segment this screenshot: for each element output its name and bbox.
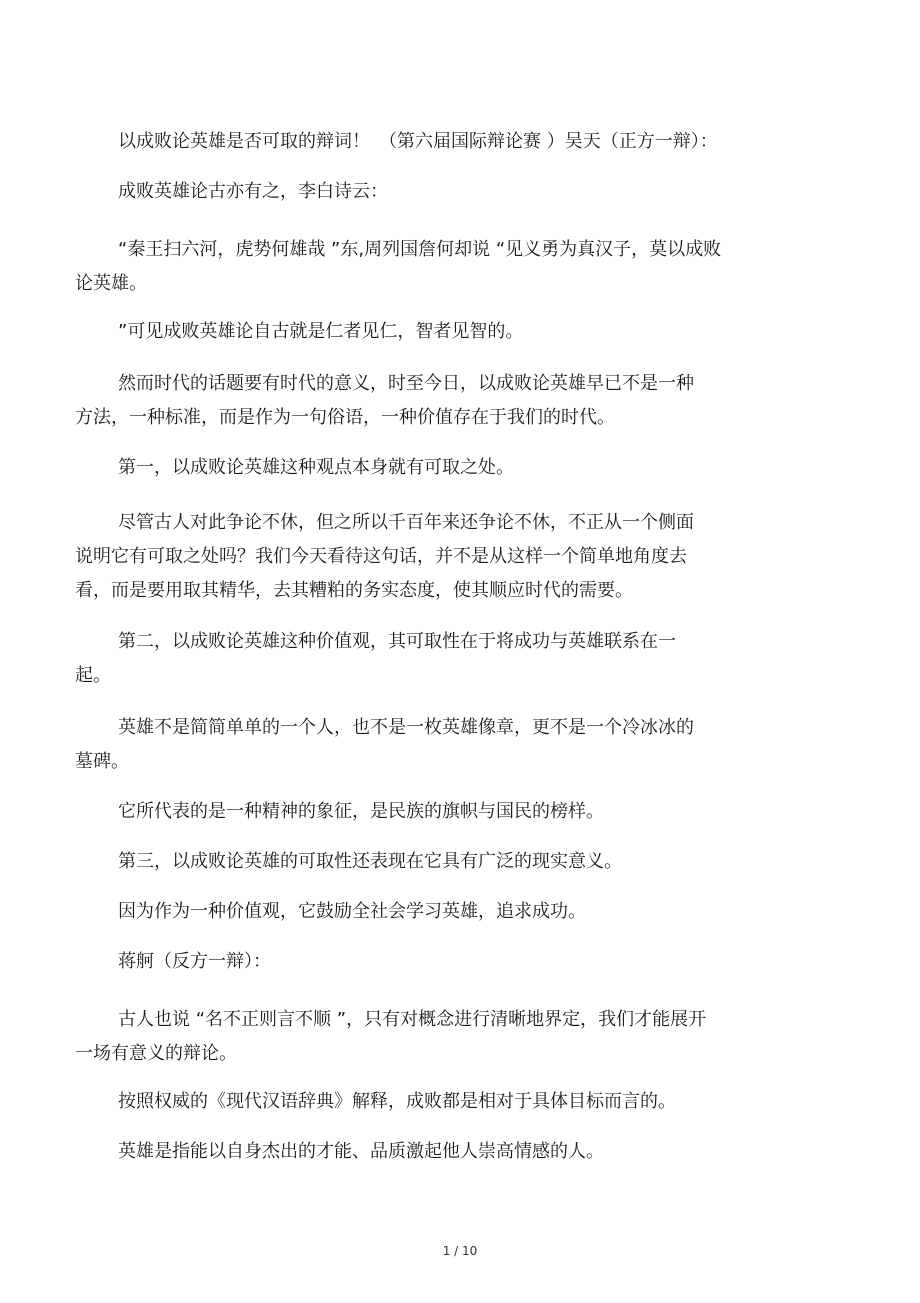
paragraph-13 bbox=[75, 945, 815, 979]
paragraph-line: 第一，以成败论英雄这种观点本身就有可取之处。 bbox=[118, 457, 514, 478]
paragraph-10 bbox=[75, 795, 815, 829]
paragraph-line: 成败英雄论古亦有之，李白诗云： bbox=[118, 181, 388, 202]
paragraph-7 bbox=[75, 506, 815, 608]
paragraph-line: 它所代表的是一种精神的象征，是民族的旗帜与国民的榜样。 bbox=[118, 801, 604, 822]
paragraph-16 bbox=[75, 1135, 815, 1169]
paragraph-2 bbox=[75, 175, 815, 209]
paragraph-line: 蒋舸（反方一辩）： bbox=[118, 951, 271, 972]
paragraph-line: 尽管古人对此争论不休，但之所以千百年来还争论不休，不正从一个侧面 bbox=[118, 512, 694, 533]
paragraph-line: 英雄不是简简单单的一个人，也不是一枚英雄像章，更不是一个冷冰冰的 bbox=[118, 717, 694, 738]
paragraph-line: 墓碑。 bbox=[75, 751, 129, 772]
paragraph-line: 看，而是要用取其精华，去其糟粕的务实态度，使其顺应时代的需要。 bbox=[75, 580, 633, 601]
paragraph-12 bbox=[75, 895, 815, 929]
paragraph-line: 一场有意义的辩论。 bbox=[75, 1043, 237, 1064]
paragraph-6 bbox=[75, 451, 815, 485]
paragraph-line: “秦王扫六河，虎势何雄哉 ”东,周列国詹何却说 “见义勇为真汉子，莫以成败 bbox=[118, 239, 722, 260]
paragraph-line: 起。 bbox=[75, 665, 111, 686]
page-number: 1 / 10 bbox=[442, 1244, 478, 1258]
paragraph-line: 以成败论英雄是否可取的辩词！ （第六届国际辩论赛 ）吴天（正方一辩）： bbox=[118, 131, 718, 152]
paragraph-line: ”可见成败英雄论自古就是仁者见仁，智者见智的。 bbox=[118, 321, 524, 342]
paragraph-line: 然而时代的话题要有时代的意义，时至今日，以成败论英雄早已不是一种 bbox=[118, 373, 694, 394]
paragraph-line: 论英雄。 bbox=[75, 273, 147, 294]
paragraph-line: 第二，以成败论英雄这种价值观，其可取性在于将成功与英雄联系在一 bbox=[118, 631, 676, 652]
paragraph-1 bbox=[75, 125, 815, 159]
paragraph-line: 因为作为一种价值观，它鼓励全社会学习英雄，追求成功。 bbox=[118, 901, 586, 922]
paragraph-line: 英雄是指能以自身杰出的才能、品质激起他人崇高情感的人。 bbox=[118, 1141, 604, 1162]
paragraph-3 bbox=[75, 233, 815, 301]
paragraph-4 bbox=[75, 315, 815, 349]
paragraph-line: 第三，以成败论英雄的可取性还表现在它具有广泛的现实意义。 bbox=[118, 851, 622, 872]
paragraph-15 bbox=[75, 1085, 815, 1119]
paragraph-14 bbox=[75, 1003, 815, 1071]
paragraph-line: 按照权威的《现代汉语辞典》解释，成败都是相对于具体目标而言的。 bbox=[118, 1091, 676, 1112]
paragraph-line: 说明它有可取之处吗？我们今天看待这句话，并不是从这样一个简单地角度去 bbox=[75, 546, 687, 567]
paragraph-line: 方法，一种标准，而是作为一句俗语，一种价值存在于我们的时代。 bbox=[75, 407, 615, 428]
paragraph-line: 古人也说 “名不正则言不顺 ”，只有对概念进行清晰地界定，我们才能展开 bbox=[118, 1009, 707, 1030]
paragraph-11 bbox=[75, 845, 815, 879]
paragraph-8 bbox=[75, 625, 815, 693]
paragraph-9 bbox=[75, 711, 815, 779]
paragraph-5 bbox=[75, 367, 815, 435]
